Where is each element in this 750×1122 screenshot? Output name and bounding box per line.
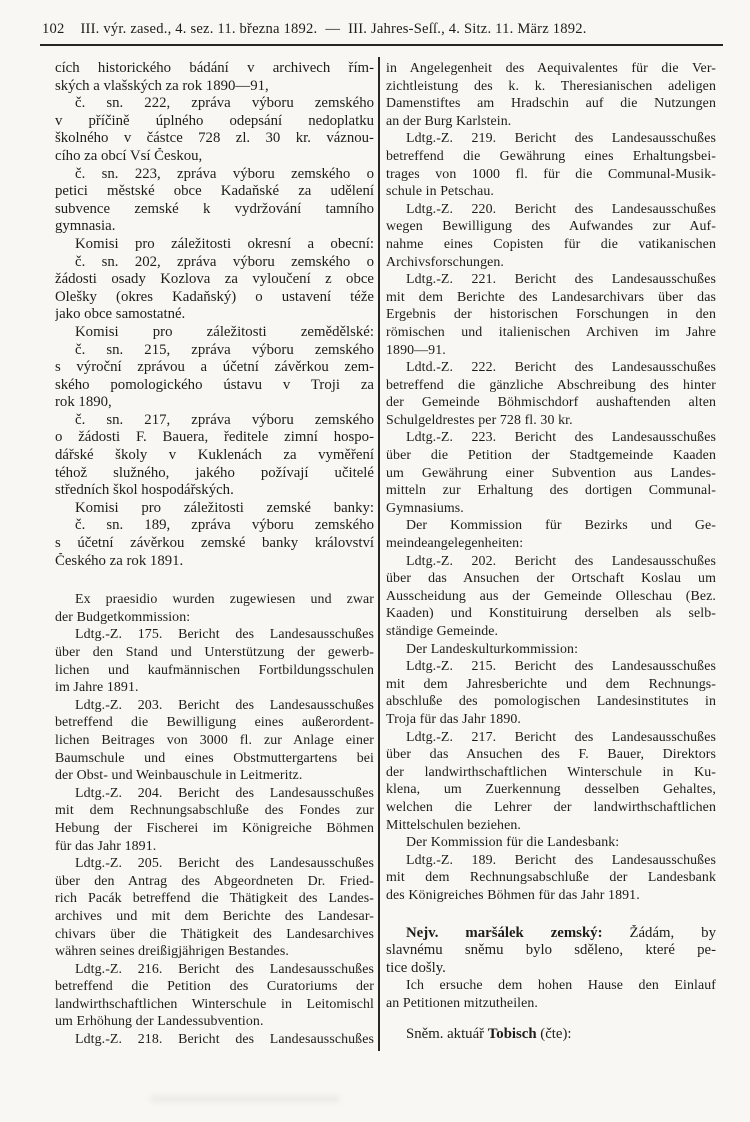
text-line: téhož služného, jakého požívají učitelé <box>55 464 374 481</box>
text-line: 1890—91. <box>386 342 446 358</box>
paragraph <box>55 517 374 570</box>
paragraph <box>386 729 716 835</box>
text-line: č. sn. 215, zpráva výboru zemského <box>75 341 374 358</box>
text-line: Archivsforschungen. <box>386 254 505 270</box>
text-line: schule in Petschau. <box>386 184 494 200</box>
text-line: Ldtg.-Z. 204. Bericht des Landesausschußes <box>75 785 374 801</box>
paragraph <box>55 626 374 696</box>
paragraph <box>386 658 716 728</box>
paragraph <box>55 60 374 95</box>
text-segment: Žádám, by <box>602 924 716 941</box>
header-separator: — <box>325 21 341 37</box>
header-session-czech: III. výr. zased., 4. sez. 11. března 1892. <box>80 21 318 37</box>
text-line: über die Petition der Stadtgemeinde Kaaden <box>386 448 716 464</box>
text-line: ständige Gemeinde. <box>386 624 499 639</box>
text-line: petici městské obce Kadaňské za udělení <box>55 183 374 200</box>
text-line: Komisi pro záležitosti zemské banky: <box>75 499 374 516</box>
text-line: gymnasia. <box>55 218 116 235</box>
text-line: betreffend die gänzliche Abschreibung des hinter <box>386 377 716 393</box>
text-line: in Angelegenheit des Aequivalentes für die Ver- <box>386 61 716 76</box>
text-line: Ldtg.-Z. 218. Bericht des Landesausschußes <box>75 1032 374 1048</box>
text-line: wegen Bewilligung des Aufwandes zur Auf- <box>386 219 716 235</box>
text-line: meindeangelegenheiten: <box>386 536 524 552</box>
text-line: Ldtg.-Z. 215. Bericht des Landesausschußes <box>406 659 716 675</box>
text-line: Mittelschulen beziehen. <box>386 817 521 833</box>
text-line: Troja für das Jahr 1890. <box>386 711 521 727</box>
text-line: betreffend die Bewilligung eines außerordent- <box>55 715 374 731</box>
text-line: č. sn. 222, zpráva výboru zemského <box>75 95 374 112</box>
text-line: betreffend die Petition des Curatoriums der <box>55 979 374 995</box>
text-line: landwirthschaftlichen Winterschule in Leitomischl <box>55 996 374 1012</box>
paragraph <box>386 60 716 130</box>
paragraph <box>55 697 374 785</box>
text-line: der Obst- und Weinbauschule in Leitmeritz. <box>55 768 303 784</box>
text-line: römischen und italienischen Archiven im Jahre <box>386 324 716 340</box>
text-line: Schulgeldrestes per 728 fl. 30 kr. <box>386 412 573 428</box>
text-line: Ldtd.-Z. 222. Bericht des Landesausschußes <box>406 360 716 376</box>
text-line: Ldtg.-Z. 217. Bericht des Landesausschußes <box>406 729 716 745</box>
text-line: der landwirthschaftlichen Winterschule in Ku- <box>386 764 716 780</box>
page-header <box>42 21 722 38</box>
text-line: chivars über die Thätigkeit des Landesarchives <box>55 926 374 942</box>
text-line: archives und mit dem Berichte des Landesar- <box>55 908 374 924</box>
paragraph <box>55 254 374 324</box>
text-line: lichen und kaufmännischen Fortbildungsschulen <box>55 662 374 678</box>
text-line: an Petitionen mitzutheilen. <box>386 995 538 1011</box>
text-line: ských a vlašských za rok 1890—91, <box>55 77 269 94</box>
text-line: über den Antrag des Abgeordneten Dr. Fried- <box>55 873 374 889</box>
text-line: lichen Beitrages von 3000 fl. zur Anlage einer <box>55 732 374 748</box>
paragraph <box>386 201 716 271</box>
paragraph <box>55 1031 374 1049</box>
text-line: Komisi pro záležitosti zemědělské: <box>75 323 374 340</box>
paragraph <box>386 517 716 552</box>
paragraph <box>55 855 374 961</box>
text-line: Baumschule und eines Obstmuttergartens bei <box>55 750 374 766</box>
text-line: Ldtg.-Z. 221. Bericht des Landesausschußes <box>406 272 716 288</box>
text-line: Der Kommission für die Landesbank: <box>406 835 620 851</box>
text-line: středních škol hospodářských. <box>55 482 234 499</box>
text-segment: (čte): <box>536 1026 572 1043</box>
text-line: dářské školy v Kuklenách za vyměření <box>55 447 374 464</box>
text-line: Olešky (okres Kadaňský) o ustavení téže <box>55 288 374 305</box>
paragraph <box>55 412 374 500</box>
scan-smudge <box>150 1096 340 1102</box>
paragraph <box>386 553 716 641</box>
page-number: 102 <box>42 21 65 37</box>
text-line: Damenstiftes am Hradschin auf die Nutzungen <box>386 96 716 112</box>
header-rule <box>40 44 723 46</box>
text-line: žádosti osady Kozlova za vyloučení z obce <box>55 271 374 288</box>
text-line: Ldtg.-Z. 216. Bericht des Landesausschußes <box>75 961 374 977</box>
column-divider-rule <box>378 57 380 1051</box>
text-line: č. sn. 189, zpráva výboru zemského <box>75 517 374 534</box>
text-segment: Tobisch <box>487 1026 537 1043</box>
text-line <box>386 925 716 943</box>
text-line: trages von 1000 fl. für die Communal-Musik- <box>386 166 716 182</box>
text-line: Ldtg.-Z. 175. Bericht des Landesausschußes <box>75 627 374 643</box>
header-session-german: III. Jahres-Seſſ., 4. Sitz. 11. März 1892. <box>348 21 587 37</box>
text-line: o žádosti F. Bauera, ředitele zimní hospo- <box>55 429 374 446</box>
text-line: des Königreiches Böhmen für das Jahr 1891. <box>386 887 640 903</box>
paragraph <box>55 785 374 855</box>
text-line: über das Ansuchen des F. Bauer, Direktors <box>386 747 716 763</box>
text-line: währen seines dreißigjährigen Bestandes. <box>55 944 289 960</box>
text-line: slavnému sněmu bylo sděleno, které pe- <box>386 942 716 959</box>
paragraph <box>386 271 716 359</box>
paragraph <box>55 166 374 236</box>
right-column <box>386 60 716 1044</box>
text-line: s účetní závěrkou zemské banky království <box>55 535 374 552</box>
text-line: mit dem Rechnungsabschluße des Fondes zur <box>55 803 374 819</box>
text-line: cích historického bádání v archivech řím- <box>55 60 374 76</box>
text-line: der Budgetkommission: <box>55 609 191 625</box>
text-line: Ldtg.-Z. 205. Bericht des Landesausschußes <box>75 856 374 872</box>
text-line: an der Burg Karlstein. <box>386 113 512 129</box>
text-line: zichtleistung des k. k. Theresianischen adeligen <box>386 78 716 94</box>
text-line: Ldtg.-Z. 189. Bericht des Landesausschußes <box>406 852 716 868</box>
text-line: ského pomologického ústavu v Troji za <box>55 376 374 393</box>
text-line: jako obce samostatné. <box>55 306 186 323</box>
text-line: der Gemeinde Böhmischdorf aushaftenden alten <box>386 395 716 411</box>
text-line: Komisi pro záležitosti okresní a obecní: <box>75 235 374 252</box>
text-line: s výroční zprávou a účetní závěrkou zem- <box>55 359 374 376</box>
text-line: Ich ersuche dem hohen Hause den Einlauf <box>406 978 716 994</box>
paragraph <box>386 641 716 659</box>
text-line: mit dem Jahresberichte und dem Rechnungs- <box>386 676 716 692</box>
paragraph <box>386 834 716 852</box>
text-line: Ldtg.-Z. 220. Bericht des Landesausschußes <box>406 201 716 217</box>
text-line: Hebung der Fischerei im Königreiche Böhmen <box>55 820 374 836</box>
text-line: nahme eines Copisten für die vatikanischen <box>386 236 716 252</box>
text-line: welchen die Lehrer der landwirthschaftlichen <box>386 799 716 815</box>
paragraph <box>386 130 716 200</box>
paragraph <box>386 977 716 1012</box>
text-line: Der Landeskulturkommission: <box>406 641 579 657</box>
text-line: über den Stand und Unterstützung der gewerb- <box>55 645 374 660</box>
text-line: Ergebnis der historischen Forschungen in den <box>386 307 716 323</box>
text-line: subvence zemské k vydržování tamního <box>55 200 374 217</box>
text-line: tice došly. <box>386 959 446 976</box>
paragraph <box>55 324 374 342</box>
text-line: Ldtg.-Z. 203. Bericht des Landesausschußes <box>75 697 374 713</box>
paragraph <box>386 852 716 905</box>
paragraph <box>55 961 374 1031</box>
left-column <box>55 60 374 1049</box>
text-line: v příčině úplného odepsání nedoplatku <box>55 112 374 129</box>
text-line: Ldtg.-Z. 219. Bericht des Landesausschußes <box>406 131 716 147</box>
text-line <box>386 1026 716 1044</box>
paragraph <box>386 1026 716 1044</box>
paragraph <box>386 925 716 978</box>
text-line: školného v částce 728 zl. 30 kr. váznou- <box>55 130 374 147</box>
text-line: mit dem Berichte des Landesarchivars über das <box>386 289 716 305</box>
paragraph <box>55 500 374 518</box>
text-line: mitteln zur Erhaltung des dortigen Communal- <box>386 483 716 499</box>
text-segment: Nejv. maršálek zemský: <box>406 924 603 941</box>
text-line: für das Jahr 1891. <box>55 838 157 854</box>
text-line: Der Kommission für Bezirks und Ge- <box>406 518 716 534</box>
text-line: betreffend die Gewährung eines Erhaltungsbei- <box>386 148 716 164</box>
text-line: rich Pacák betreffend die Thätigkeit des Landes- <box>55 891 374 907</box>
text-segment: Sněm. aktuář <box>406 1026 488 1043</box>
text-line: im Jahre 1891. <box>55 680 139 696</box>
paragraph <box>55 95 374 165</box>
paragraph <box>55 591 374 626</box>
text-line: č. sn. 217, zpráva výboru zemského <box>75 411 374 428</box>
paragraph <box>386 429 716 517</box>
text-line: Ausscheidung aus der Gemeinde Olleschau (Bez. <box>386 588 716 604</box>
text-line: č. sn. 223, zpráva výboru zemského o <box>75 165 374 182</box>
text-line: č. sn. 202, zpráva výboru zemského o <box>75 253 374 270</box>
paragraph <box>386 359 716 429</box>
text-line: um Erhöhung der Landessubvention. <box>55 1014 264 1030</box>
paragraph <box>55 236 374 254</box>
text-line: Kaaden) und Konstituirung derselben als selb- <box>386 606 716 622</box>
text-line: klena, um Zuerkennung desselben Gehaltes, <box>386 782 716 798</box>
text-line: Českého za rok 1891. <box>55 552 184 569</box>
text-line: abschluße des pomologischen Landesinstitutes in <box>386 694 716 710</box>
text-line: über das Ansuchen der Ortschaft Koslau um <box>386 571 716 587</box>
text-line: Ldtg.-Z. 223. Bericht des Landesausschußes <box>406 430 716 446</box>
paragraph <box>55 342 374 412</box>
text-line: rok 1890, <box>55 394 112 411</box>
text-line: Gymnasiums. <box>386 500 464 516</box>
text-line: Ex praesidio wurden zugewiesen und zwar <box>75 592 374 608</box>
text-line: Ldtg.-Z. 202. Bericht des Landesausschußes <box>406 553 716 569</box>
text-line: mit dem Rechnungsabschluße der Landesbank <box>386 870 716 886</box>
text-line: um Gewährung einer Subvention aus Landes- <box>386 465 716 481</box>
text-line: cího za obcí Vsí Českou, <box>55 147 203 164</box>
